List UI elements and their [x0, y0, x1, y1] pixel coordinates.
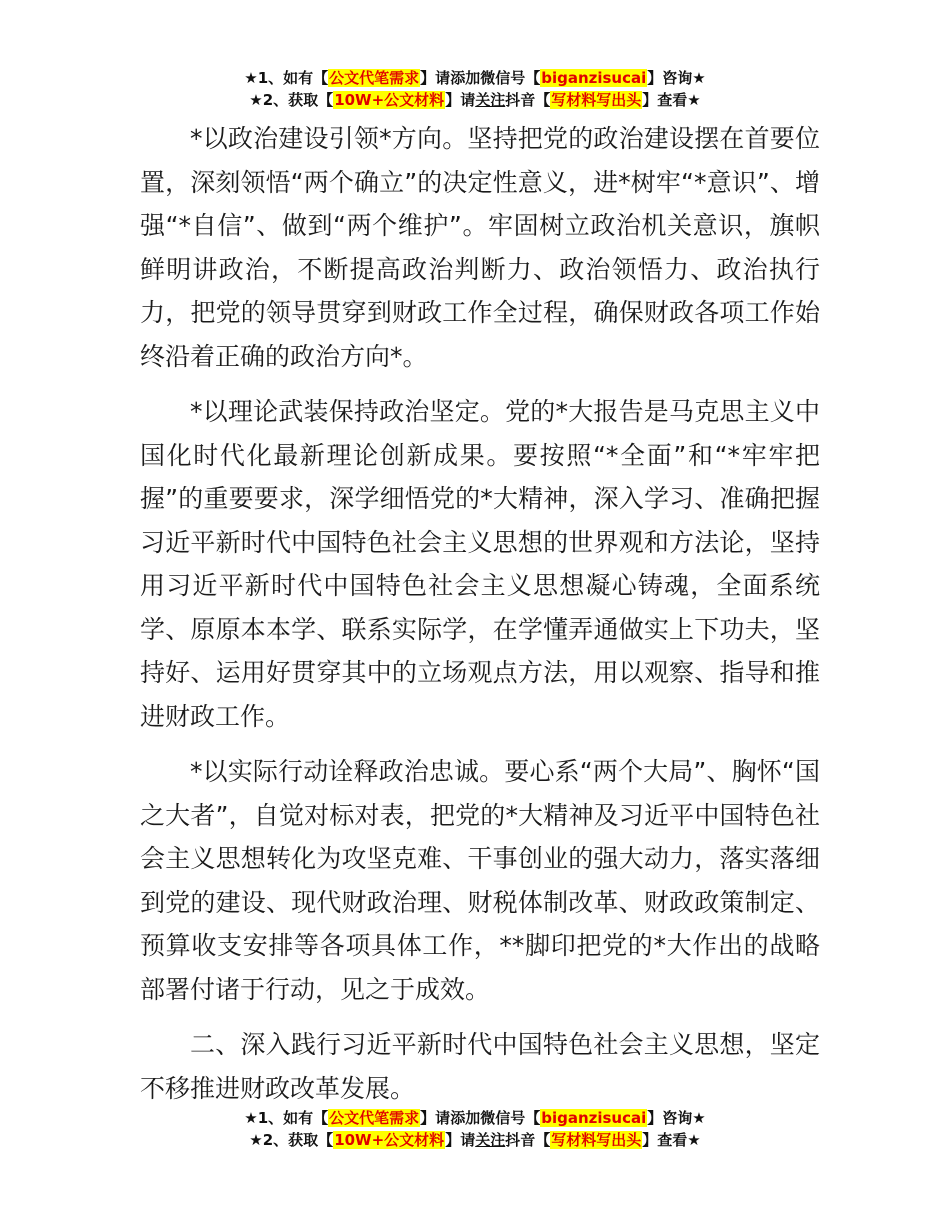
banner-line-2: ★2、获取【10W+公文材料】请关注抖音【写材料写出头】查看★ — [249, 91, 701, 109]
paragraph: *以政治建设引领*方向。坚持把党的政治建设摆在首要位置，深刻领悟“两个确立”的决定性意义，进*树牢“*意识”、增强“*自信”、做到“两个维护”。牢固树立政治机关意识，旗帜鲜明讲政治，不断提高政治判断力、政治领悟力、政治执行力，把党的领导贯穿到财政工作全过程，确保财政各项工作始终沿着正确的政治方向*。 — [140, 124, 820, 371]
document-body — [140, 117, 820, 1122]
highlight-douyin-account: 写材料写出头 — [551, 1131, 642, 1149]
highlight-wechat-id: biganzisucai — [541, 69, 647, 87]
highlight-wechat-id: biganzisucai — [541, 1109, 647, 1127]
paragraph: *以理论武装保持政治坚定。党的*大报告是马克思主义中国化时代化最新理论创新成果。要按照“*全面”和“*牢牢把握”的重要要求，深学细悟党的*大精神，深入学习、准确把握习近平新时代中国特色社会主义思想的世界观和方法论，坚持用习近平新时代中国特色社会主义思想凝心铸魂，全面系统学、原原本本学、联系实际学，在学懂弄通做实上下功夫，坚持好、运用好贯穿其中的立场观点方法，用以观察、指导和推进财政工作。 — [140, 397, 820, 731]
paragraph: *以实际行动诠释政治忠诚。要心系“两个大局”、胸怀“国之大者”，自觉对标对表，把党的*大精神及习近平中国特色社会主义思想转化为攻坚克难、干事创业的强大动力，落实落细到党的建设、现代财政治理、财税体制改革、财政政策制定、预算收支安排等各项具体工作，**脚印把党的*大作出的战略部署付诸于行动，见之于成效。 — [140, 757, 820, 1004]
banner-line-2: ★2、获取【10W+公文材料】请关注抖音【写材料写出头】查看★ — [249, 1131, 701, 1149]
footer-banner — [0, 1107, 950, 1151]
banner-line-1: ★1、如有【公文代笔需求】请添加微信号【biganzisucai】咨询★ — [244, 1109, 706, 1127]
highlight-service: 公文代笔需求 — [329, 69, 420, 87]
section-heading: 二、深入践行习近平新时代中国特色社会主义思想，坚定不移推进财政改革发展。 — [140, 1030, 820, 1103]
highlight-materials: 10W+公文材料 — [334, 91, 445, 109]
highlight-douyin-account: 写材料写出头 — [551, 91, 642, 109]
banner-line-1: ★1、如有【公文代笔需求】请添加微信号【biganzisucai】咨询★ — [244, 69, 706, 87]
highlight-service: 公文代笔需求 — [329, 1109, 420, 1127]
header-banner — [0, 67, 950, 111]
highlight-materials: 10W+公文材料 — [334, 1131, 445, 1149]
